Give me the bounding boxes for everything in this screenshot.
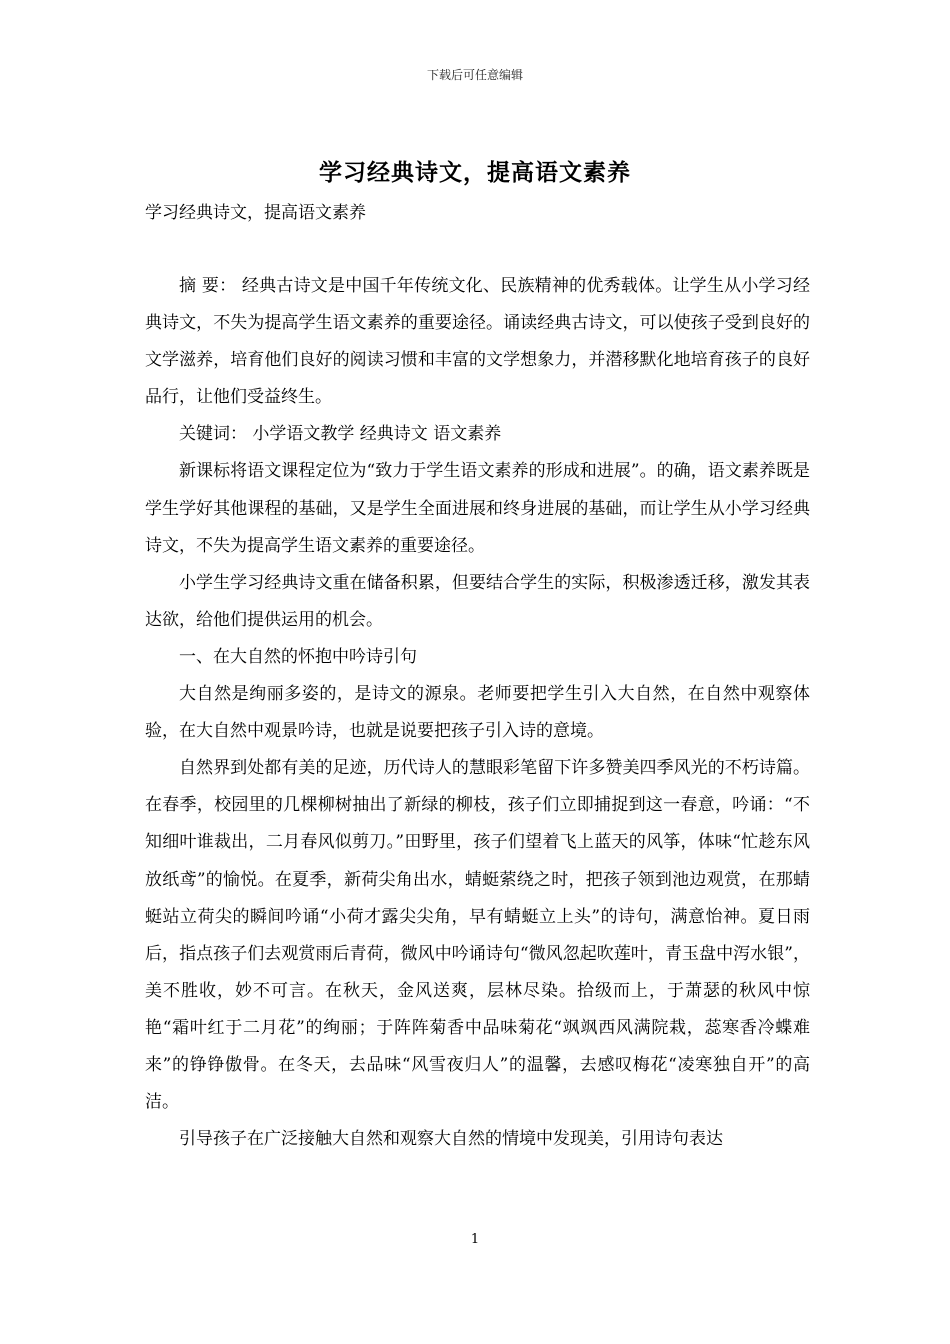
document-subtitle: 学习经典诗文，提高语文素养	[145, 203, 366, 223]
body-paragraph: 引导孩子在广泛接触大自然和观察大自然的情境中发现美，引用诗句表达	[179, 1129, 723, 1150]
body-paragraph: 新课标将语文课程定位为“致力于学生语文素养的形成和进展”。的确，语文素养既是学生学好其他课程的基础，又是学生全面进展和终身进展的基础，而让学生从小学习经典诗文，不失为提高学生语文素养的重要途径。	[145, 461, 810, 556]
page-header: 下载后可任意编辑	[426, 68, 523, 82]
body-paragraph: 大自然是绚丽多姿的，是诗文的源泉。老师要把学生引入大自然，在自然中观察体验，在大自然中观景吟诗，也就是说要把孩子引入诗的意境。	[145, 684, 810, 742]
section-heading: 一、在大自然的怀抱中吟诗引句	[179, 646, 417, 667]
keywords-paragraph: 关键词： 小学语文教学 经典诗文 语文素养	[179, 424, 502, 445]
body-paragraph: 自然界到处都有美的足迹，历代诗人的慧眼彩笔留下许多赞美四季风光的不朽诗篇。在春季，校园里的几棵柳树抽出了新绿的柳枝，孩子们立即捕捉到这一春意，吟诵：“不知细叶谁裁出，二月春风似剪刀。”田野里，孩子们望着飞上蓝天的风筝，体味“忙趁东风放纸鸢”的愉悦。在夏季，新荷尖角出水，蜻蜓萦绕之时，把孩子领到池边观赏，在那蜻蜓站立荷尖的瞬间吟诵“小荷才露尖尖角，早有蜻蜓立上头”的诗句，满意怡神。夏日雨后，指点孩子们去观赏雨后青荷，微风中吟诵诗句“微风忽起吹莲叶，青玉盘中泻水银”，美不胜收，妙不可言。在秋天，金风送爽，层林尽染。拾级而上，于萧瑟的秋风中惊艳“霜叶红于二月花”的绚丽；于阵阵菊香中品味菊花“飒飒西风满院栽，蕊寒香冷蝶难来”的铮铮傲骨。在冬天，去品味“风雪夜归人”的温馨，去感叹梅花“凌寒独自开”的高洁。	[145, 758, 810, 1113]
page-number: 1	[470, 1232, 480, 1247]
document-title: 学习经典诗文，提高语文素养	[319, 159, 631, 186]
abstract-paragraph: 摘 要： 经典古诗文是中国千年传统文化、民族精神的优秀载体。让学生从小学习经典诗文，不失为提高学生语文素养的重要途径。诵读经典古诗文，可以使孩子受到良好的文学滋养，培育他们良好的阅读习惯和丰富的文学想象力，并潜移默化地培育孩子的良好品行，让他们受益终生。	[145, 276, 810, 408]
document-body	[145, 268, 810, 1158]
body-paragraph: 小学生学习经典诗文重在储备积累，但要结合学生的实际，积极渗透迁移，激发其表达欲，给他们提供运用的机会。	[145, 572, 810, 630]
